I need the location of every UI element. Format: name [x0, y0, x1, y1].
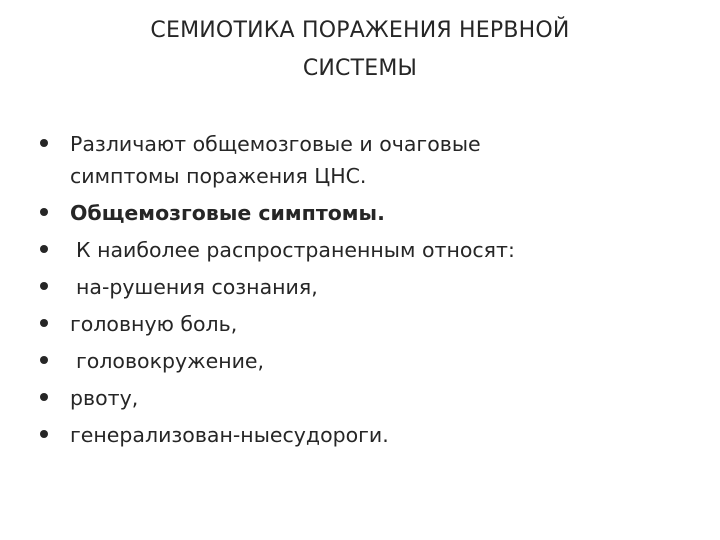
bullet-dot-icon [40, 356, 48, 364]
bullet-dot-icon [40, 245, 48, 253]
bullet-item [38, 234, 698, 266]
bullet-dot-icon [40, 393, 48, 401]
bullet-item [38, 308, 698, 340]
bullet-dot-icon [40, 282, 48, 290]
bullet-text: на-рушения сознания, [76, 275, 318, 299]
bullet-dot-icon [40, 319, 48, 327]
bullet-dot-icon [40, 139, 48, 147]
bullet-text: головную боль, [70, 312, 238, 336]
bullet-text: рвоту, [70, 386, 139, 410]
bullet-dot-icon [40, 430, 48, 438]
bullet-item [38, 197, 698, 229]
bullet-item [38, 382, 698, 414]
bullet-text: генерализован-ныесудороги. [70, 423, 389, 447]
bullet-dot-icon [40, 208, 48, 216]
bullet-text-line-1: Различают общемозговые и очаговые [70, 132, 481, 156]
slide-title [60, 12, 660, 88]
bullet-item [38, 271, 698, 303]
bullet-item [38, 419, 698, 451]
bullet-item [38, 128, 698, 192]
bullet-text-line-2: симптомы поражения ЦНС. [70, 164, 367, 188]
bullet-list [38, 128, 698, 456]
bullet-item [38, 345, 698, 377]
slide-title-line-1: СЕМИОТИКА ПОРАЖЕНИЯ НЕРВНОЙ [150, 18, 570, 43]
slide-title-line-2: СИСТЕМЫ [302, 56, 418, 81]
bullet-text: головокружение, [76, 349, 265, 373]
bullet-text [70, 132, 481, 188]
bullet-text: К наиболее распространенным относят: [76, 238, 515, 262]
bullet-text-bold: Общемозговые симптомы. [70, 201, 385, 225]
